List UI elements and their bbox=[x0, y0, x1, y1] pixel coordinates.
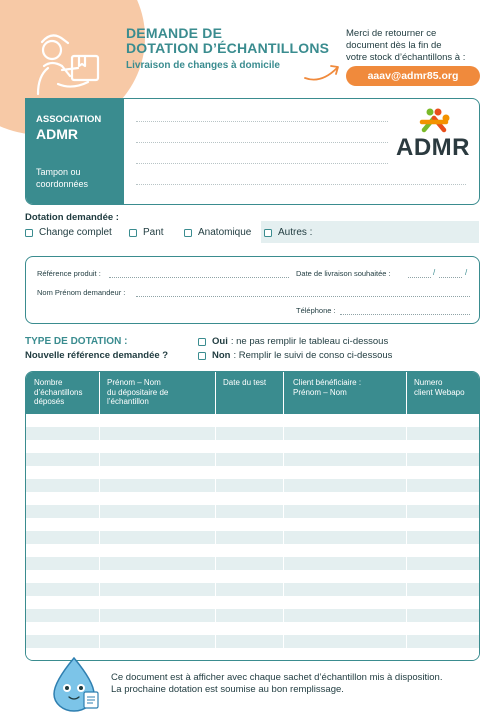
option-label: Anatomique bbox=[198, 227, 252, 238]
dotation-title: Dotation demandée : bbox=[25, 212, 119, 223]
name-input[interactable] bbox=[136, 296, 470, 297]
title-line-2: DOTATION D’ÉCHANTILLONS bbox=[126, 40, 330, 56]
header-nombre bbox=[34, 378, 82, 407]
checkbox-icon[interactable] bbox=[198, 352, 206, 360]
return-line-2: document dès la fin de bbox=[346, 40, 442, 51]
option-anatomique[interactable] bbox=[184, 227, 251, 238]
option-pant[interactable] bbox=[129, 227, 164, 238]
header-text: Nombre bbox=[34, 378, 63, 387]
stamp-write-line[interactable] bbox=[136, 121, 388, 122]
form-title bbox=[126, 26, 329, 56]
stamp-line-2: coordonnées bbox=[36, 179, 89, 189]
date-label: Date de livraison souhaitée : bbox=[296, 269, 391, 278]
table-row[interactable] bbox=[26, 492, 480, 505]
header-text: déposés bbox=[34, 397, 65, 406]
table-row[interactable] bbox=[26, 557, 480, 570]
table-row[interactable] bbox=[26, 583, 480, 596]
table-row[interactable] bbox=[26, 570, 480, 583]
curved-arrow-icon bbox=[303, 60, 343, 82]
table-row[interactable] bbox=[26, 635, 480, 648]
non-text: : Remplir le suivi de conso ci-dessous bbox=[233, 350, 393, 361]
option-change-complet[interactable] bbox=[25, 227, 112, 238]
stamp-write-line[interactable] bbox=[136, 142, 388, 143]
table-row[interactable] bbox=[26, 609, 480, 622]
association-name: ADMR bbox=[36, 126, 78, 142]
table-row[interactable] bbox=[26, 622, 480, 635]
checkbox-icon[interactable] bbox=[198, 338, 206, 346]
header-date bbox=[223, 378, 266, 388]
info-card bbox=[25, 256, 480, 324]
table-row[interactable] bbox=[26, 505, 480, 518]
header-depositaire bbox=[107, 378, 168, 407]
ref-input[interactable] bbox=[109, 277, 289, 278]
email-link[interactable]: aaav@admr85.org bbox=[346, 66, 480, 86]
water-drop-mascot-icon bbox=[48, 656, 108, 712]
return-line-1: Merci de retourner ce bbox=[346, 28, 437, 39]
type-title: TYPE DE DOTATION : bbox=[25, 336, 128, 347]
phone-label: Téléphone : bbox=[296, 306, 336, 315]
date-month-input[interactable] bbox=[439, 277, 462, 278]
option-autres[interactable] bbox=[264, 227, 312, 238]
header-text: Prénom – Nom bbox=[293, 387, 347, 397]
table-row[interactable] bbox=[26, 479, 480, 492]
table-row[interactable] bbox=[26, 466, 480, 479]
stamp-write-line[interactable] bbox=[136, 184, 466, 185]
header-text: l’échantillon bbox=[107, 397, 149, 406]
option-label: Pant bbox=[143, 227, 164, 238]
option-label: Change complet bbox=[39, 227, 112, 238]
oui-label: Oui bbox=[212, 336, 228, 347]
column-divider bbox=[283, 372, 284, 661]
oui-text: : ne pas remplir le tableau ci-dessous bbox=[230, 336, 389, 347]
delivery-person-icon bbox=[28, 26, 106, 98]
column-divider bbox=[99, 372, 100, 661]
association-label: ASSOCIATION bbox=[36, 114, 102, 125]
footer-line-2: La prochaine dotation est soumise au bon remplissage. bbox=[111, 684, 344, 695]
table-row[interactable] bbox=[26, 440, 480, 453]
table-row[interactable] bbox=[26, 531, 480, 544]
checkbox-icon[interactable] bbox=[129, 229, 137, 237]
name-label: Nom Prénom demandeur : bbox=[37, 288, 126, 297]
return-line-3: votre stock d’échantillons à : bbox=[346, 52, 466, 63]
admr-logo-text: ADMR bbox=[396, 134, 470, 161]
header-text: du dépositaire de bbox=[107, 387, 169, 397]
type-question: Nouvelle référence demandée ? bbox=[25, 350, 169, 361]
table-row[interactable] bbox=[26, 544, 480, 557]
date-separator: / bbox=[433, 268, 436, 277]
option-non[interactable] bbox=[198, 350, 392, 361]
header-text: client Webapo bbox=[414, 387, 465, 397]
phone-input[interactable] bbox=[340, 314, 470, 315]
option-oui[interactable] bbox=[198, 336, 388, 347]
date-day-input[interactable] bbox=[408, 277, 431, 278]
ref-label: Référence produit : bbox=[37, 269, 101, 278]
form-subtitle: Livraison de changes à domicile bbox=[126, 60, 280, 71]
checkbox-icon[interactable] bbox=[264, 229, 272, 237]
title-line-1: DEMANDE DE bbox=[126, 25, 223, 41]
table-row[interactable] bbox=[26, 414, 480, 427]
header-text: Numero bbox=[414, 378, 443, 387]
table-row[interactable] bbox=[26, 427, 480, 440]
return-instructions bbox=[346, 28, 496, 64]
header-text: d’échantillons bbox=[34, 387, 83, 397]
stamp-label bbox=[36, 166, 88, 190]
option-label: Autres : bbox=[278, 227, 313, 238]
stamp-write-line[interactable] bbox=[136, 163, 388, 164]
association-panel bbox=[26, 99, 124, 205]
checkbox-icon[interactable] bbox=[25, 229, 33, 237]
header-text: Prénom – Nom bbox=[107, 378, 161, 387]
tracking-table bbox=[25, 371, 480, 661]
checkbox-icon[interactable] bbox=[184, 229, 192, 237]
footer-note bbox=[111, 672, 442, 696]
header-client bbox=[293, 378, 361, 397]
column-divider bbox=[406, 372, 407, 661]
column-divider bbox=[215, 372, 216, 661]
table-row[interactable] bbox=[26, 518, 480, 531]
date-separator: / bbox=[465, 268, 468, 277]
footer-line-1: Ce document est à afficher avec chaque sachet d’échantillon mis à disposition. bbox=[111, 672, 443, 683]
header-text: Client bénéficiaire : bbox=[293, 378, 362, 387]
table-row[interactable] bbox=[26, 596, 480, 609]
stamp-line-1: Tampon ou bbox=[36, 167, 81, 177]
non-label: Non bbox=[212, 350, 231, 361]
table-header bbox=[26, 372, 480, 414]
table-row[interactable] bbox=[26, 453, 480, 466]
header-text: Date du test bbox=[223, 378, 267, 387]
header-numero bbox=[414, 378, 465, 397]
